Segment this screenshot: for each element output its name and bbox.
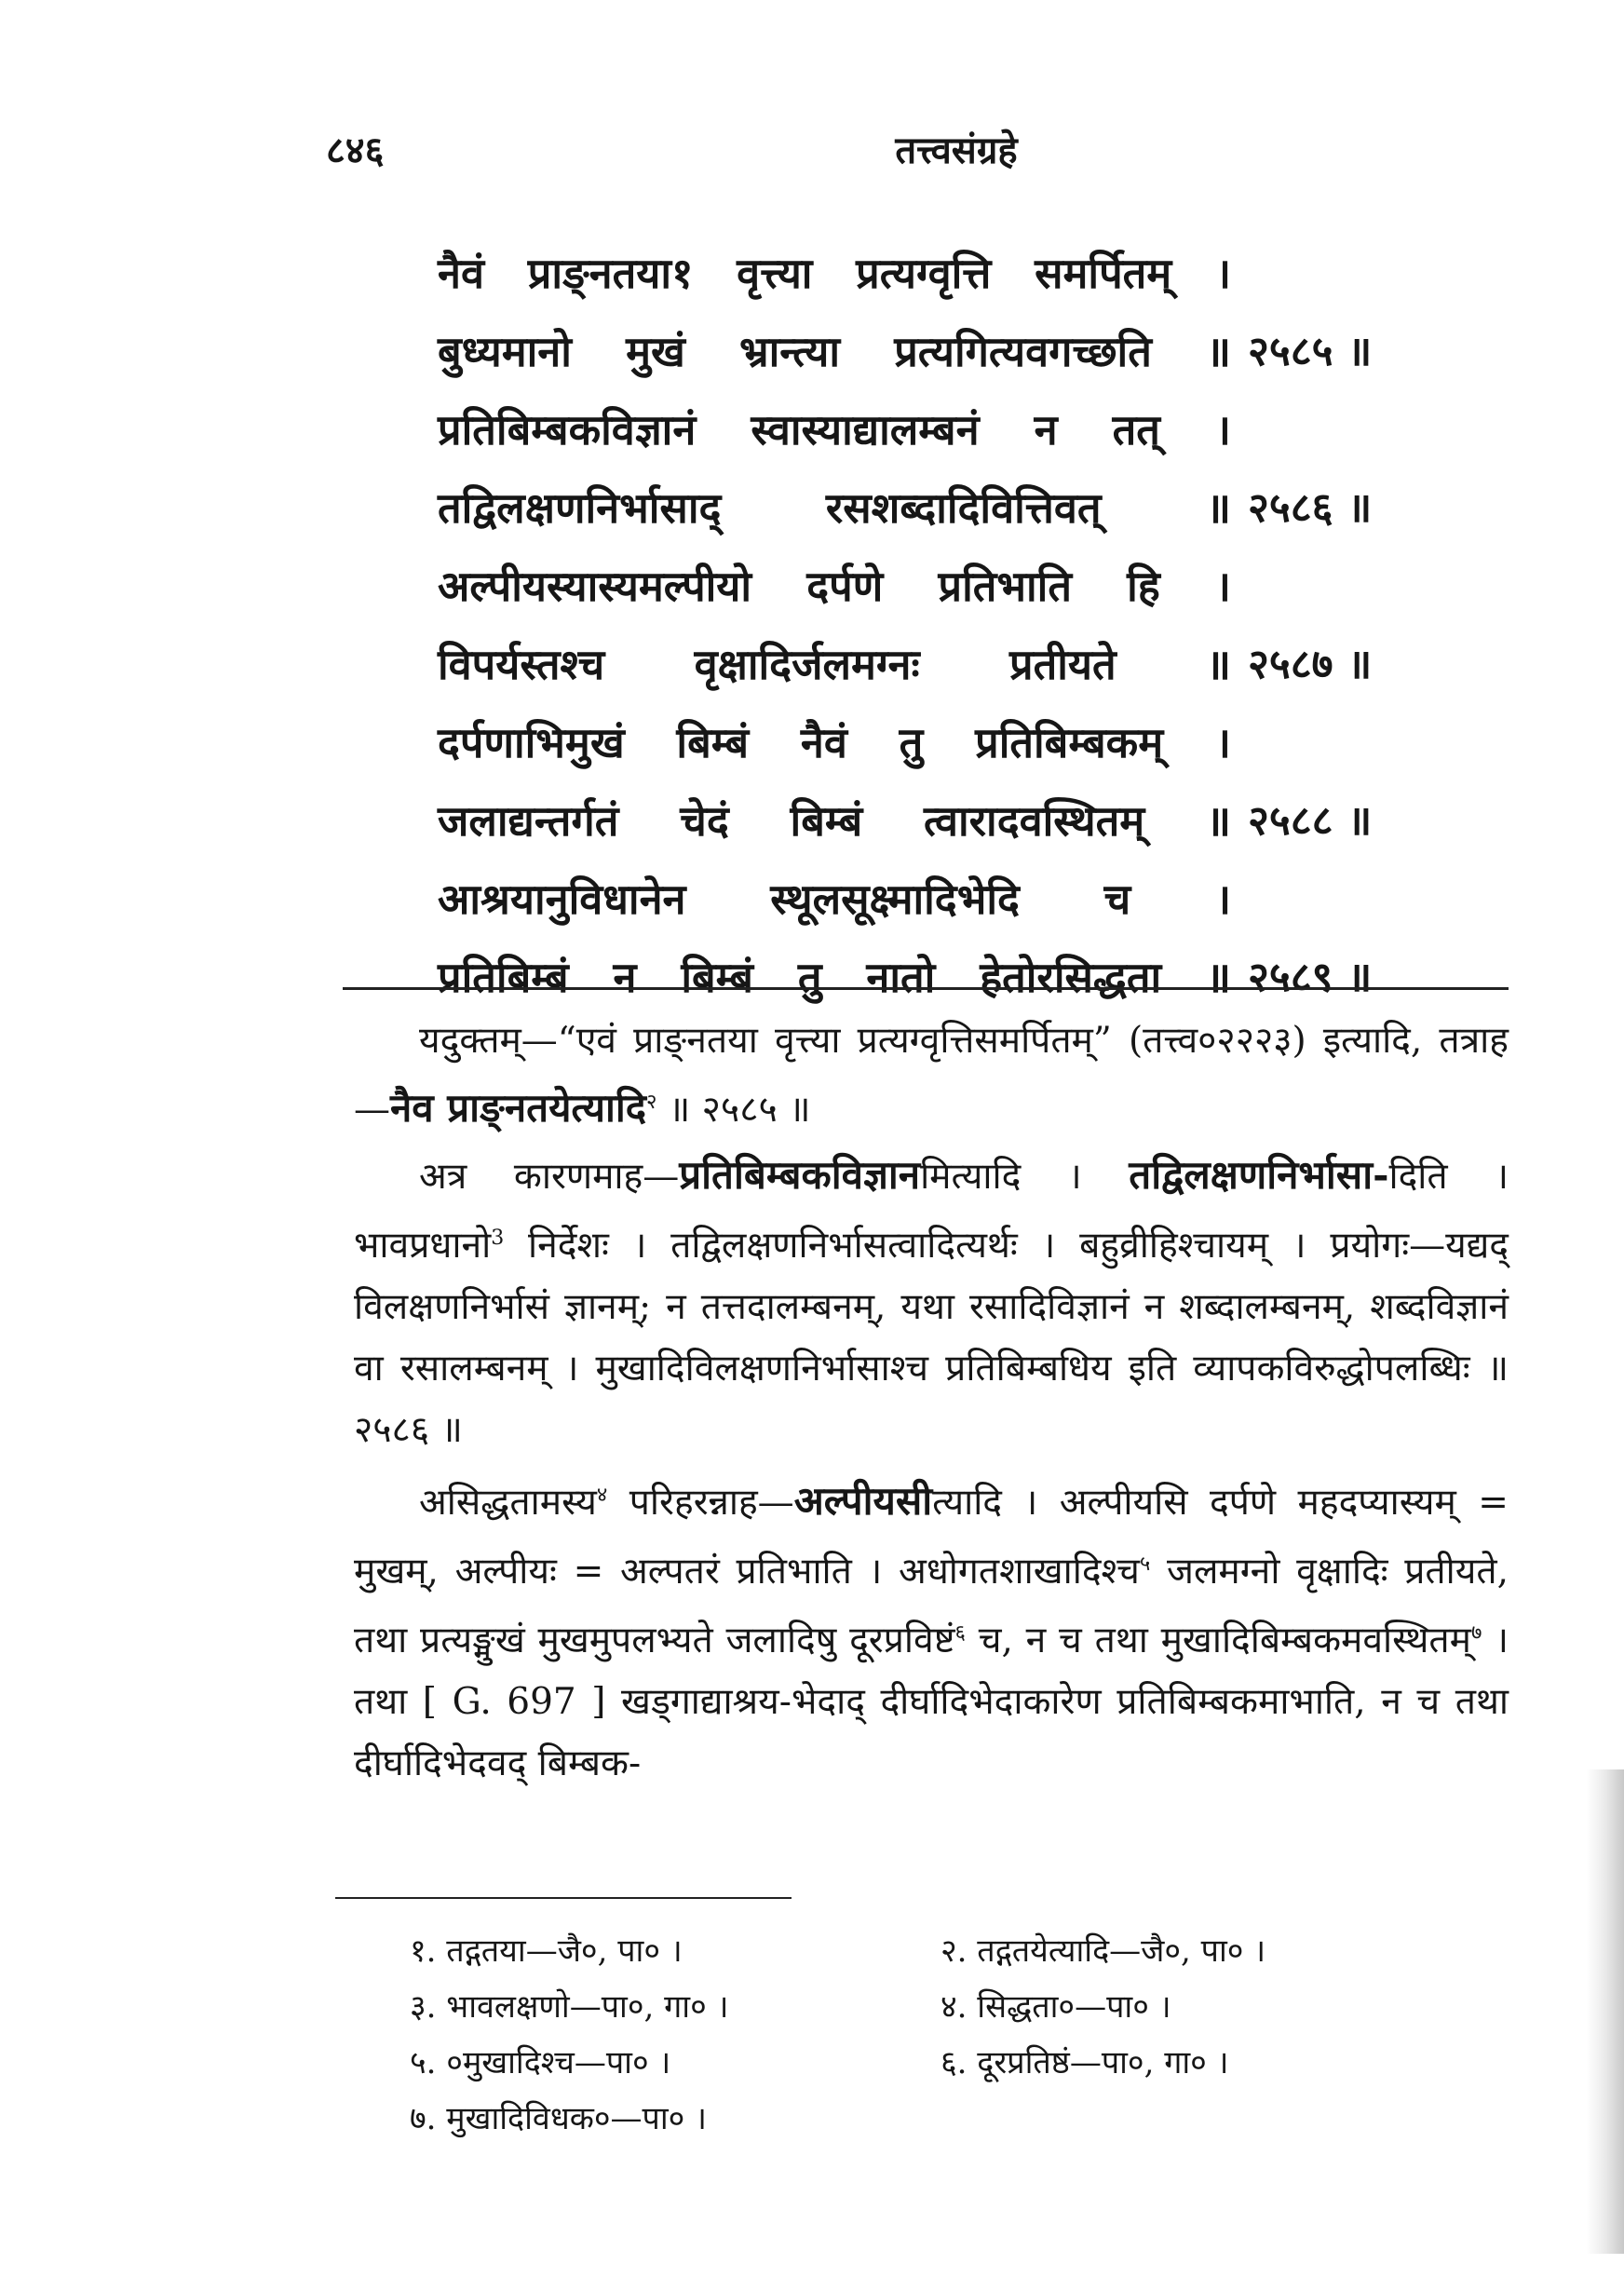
commentary-text: मित्यादि । bbox=[920, 1156, 1130, 1198]
commentary-lemma: तद्विलक्षणनिर्भासा- bbox=[1129, 1152, 1389, 1198]
verse-text: तद्विलक्षणनिर्भासाद् रसशब्दादिवित्तिवत् ॥ bbox=[438, 483, 1231, 533]
commentary-text: दिति । भावप्रधानो bbox=[354, 1156, 1509, 1267]
footnote-marker: ६ bbox=[954, 1621, 966, 1645]
verse-text: प्रतिबिम्बं न बिम्बं तु नातो हेतोरसिद्धता ॥ bbox=[438, 953, 1231, 1002]
footnote: ३. भावलक्षणो—पा०, गा० । bbox=[410, 1988, 729, 2026]
running-title: तत्त्वसंग्रहे bbox=[895, 129, 1018, 172]
verse-line bbox=[438, 391, 1499, 469]
commentary-text: । तथा [ G. 697 ] खड्गाद्याश्रय-भेदाद् दीर्घादिभेदाकारेण प्रतिबिम्बकमाभाति, न च तथा दीर्घादिभेदवद् बिम्बक- bbox=[354, 1620, 1509, 1784]
commentary-text: जलमग्नो वृक्षादिः प्रतीयते, तथा प्रत्यङ्मुखं मुखमुपलभ्यते जलादिषु दूरप्रविष्टं bbox=[354, 1551, 1509, 1661]
verse-text: नैवं प्राङ्नतया१ वृत्त्या प्रत्यग्वृत्ति समर्पितम् । bbox=[438, 249, 1231, 298]
verse-block bbox=[438, 235, 1499, 1017]
verse-line bbox=[438, 939, 1499, 1017]
footnote-row bbox=[410, 1979, 1471, 2035]
commentary-lemma: अल्पीयसी bbox=[793, 1478, 933, 1524]
verse-text: जलाद्यन्तर्गतं चेदं बिम्बं त्वारादवस्थितम् ॥ bbox=[438, 796, 1231, 846]
footnote-row bbox=[410, 2091, 1471, 2147]
verse-line bbox=[438, 782, 1499, 861]
verse-number: २५८८ ॥ bbox=[1248, 797, 1373, 845]
verse-number: २५८९ ॥ bbox=[1248, 954, 1373, 1001]
verse-number: २५८५ ॥ bbox=[1248, 328, 1373, 375]
footnote-marker: ४ bbox=[596, 1484, 608, 1507]
verse-text: आश्रयानुविधानेन स्थूलसूक्ष्मादिभेदि च । bbox=[438, 874, 1231, 924]
verse-text: प्रतिबिम्बकविज्ञानं स्वास्याद्यालम्बनं न तत् । bbox=[438, 405, 1231, 454]
footnotes bbox=[410, 1923, 1471, 2147]
verse-text: दर्पणाभिमुखं बिम्बं नैवं तु प्रतिबिम्बकम् । bbox=[438, 718, 1231, 767]
commentary-text: असिद्धतामस्य bbox=[419, 1482, 597, 1524]
verse-line bbox=[438, 548, 1499, 626]
commentary-text: यदुक्तम्—“एवं प्राङ्नतया वृत्त्या प्रत्यग्वृत्तिसमर्पितम्” (तत्त्व०२२२३) इत्यादि, तत्राह— bbox=[354, 1020, 1509, 1131]
commentary-lemma: नैव प्राङ्नतयेत्यादि bbox=[390, 1085, 647, 1131]
footnote-row bbox=[410, 1923, 1471, 1979]
commentary-block bbox=[354, 1010, 1509, 1798]
verse-line bbox=[438, 704, 1499, 782]
verse-line bbox=[438, 626, 1499, 704]
footnote-marker: ५ bbox=[1139, 1552, 1151, 1576]
footnote: १. तद्गतया—जै०, पा० । bbox=[410, 1932, 683, 1970]
commentary-text: परिहरन्नाह— bbox=[607, 1482, 794, 1524]
footnote-marker: ७ bbox=[1471, 1621, 1482, 1645]
verse-text: अल्पीयस्यास्यमल्पीयो दर्पणे प्रतिभाति हि । bbox=[438, 562, 1231, 611]
verse-number: २५८६ ॥ bbox=[1248, 484, 1373, 532]
commentary-text: च, न च तथा मुखादिबिम्बकमवस्थितम् bbox=[965, 1620, 1471, 1661]
verse-text: विपर्यस्तश्च वृक्षादिर्जलमग्नः प्रतीयते ॥ bbox=[438, 640, 1231, 689]
footnote-marker: 3 bbox=[491, 1227, 505, 1250]
page-number: ८४६ bbox=[326, 129, 385, 172]
commentary-paragraph bbox=[354, 1145, 1509, 1461]
commentary-paragraph bbox=[354, 1010, 1509, 1141]
footnote-row bbox=[410, 2035, 1471, 2091]
page-header bbox=[326, 123, 1475, 179]
verse-number: २५८७ ॥ bbox=[1248, 641, 1373, 688]
footnote: ६. दूरप्रतिष्ठं—पा०, गा० । bbox=[941, 2044, 1229, 2081]
footnote: ५. ०मुखादिश्च—पा० । bbox=[410, 2044, 671, 2081]
footnote bbox=[941, 2091, 1471, 2147]
footnote-marker: २ bbox=[646, 1091, 657, 1114]
commentary-paragraph bbox=[354, 1465, 1509, 1795]
commentary-text: निर्देशः । तद्विलक्षणनिर्भासत्वादित्यर्थः । बहुव्रीहिश्चायम् । प्रयोगः—यद्यद् विलक्षणनिर्भासं ज्ञानम्; न तत्तदालम्बनम्, यथा रसादिविज्ञानं न शब्दालम्बनम्, शब्दविज्ञानं वा रसालम्बनम् । मुखादिविलक्षणनिर्भासाश्च प्रतिबिम्बधिय इति व्यापकविरुद्धोपलब्धिः ॥ २५८६ ॥ bbox=[354, 1225, 1509, 1451]
footnote: २. तद्गतयेत्यादि—जै०, पा० । bbox=[941, 1932, 1266, 1970]
commentary-text: त्यादि । अल्पीयसि दर्पणे महदप्यास्यम् = मुखम्, अल्पीयः = अल्पतरं प्रतिभाति । अधोगतशाखादिश्च bbox=[354, 1482, 1509, 1593]
section-divider bbox=[343, 987, 1509, 990]
verse-text: बुध्यमानो मुखं भ्रान्त्या प्रत्यगित्यवगच्छति ॥ bbox=[438, 327, 1231, 376]
footnote-divider bbox=[335, 1897, 792, 1899]
verse-line bbox=[438, 861, 1499, 939]
footnote: ४. सिद्धता०—पा० । bbox=[941, 1988, 1171, 2026]
commentary-lemma: प्रतिबिम्बकविज्ञान bbox=[679, 1152, 921, 1198]
scan-edge-shadow bbox=[1587, 1769, 1624, 2254]
verse-line bbox=[438, 469, 1499, 548]
verse-line bbox=[438, 313, 1499, 391]
commentary-text: अत्र कारणमाह— bbox=[419, 1156, 680, 1198]
commentary-text: ॥ २५८५ ॥ bbox=[656, 1089, 811, 1131]
footnote: ७. मुखादिविधक०—पा० । bbox=[410, 2100, 708, 2137]
verse-line bbox=[438, 235, 1499, 313]
